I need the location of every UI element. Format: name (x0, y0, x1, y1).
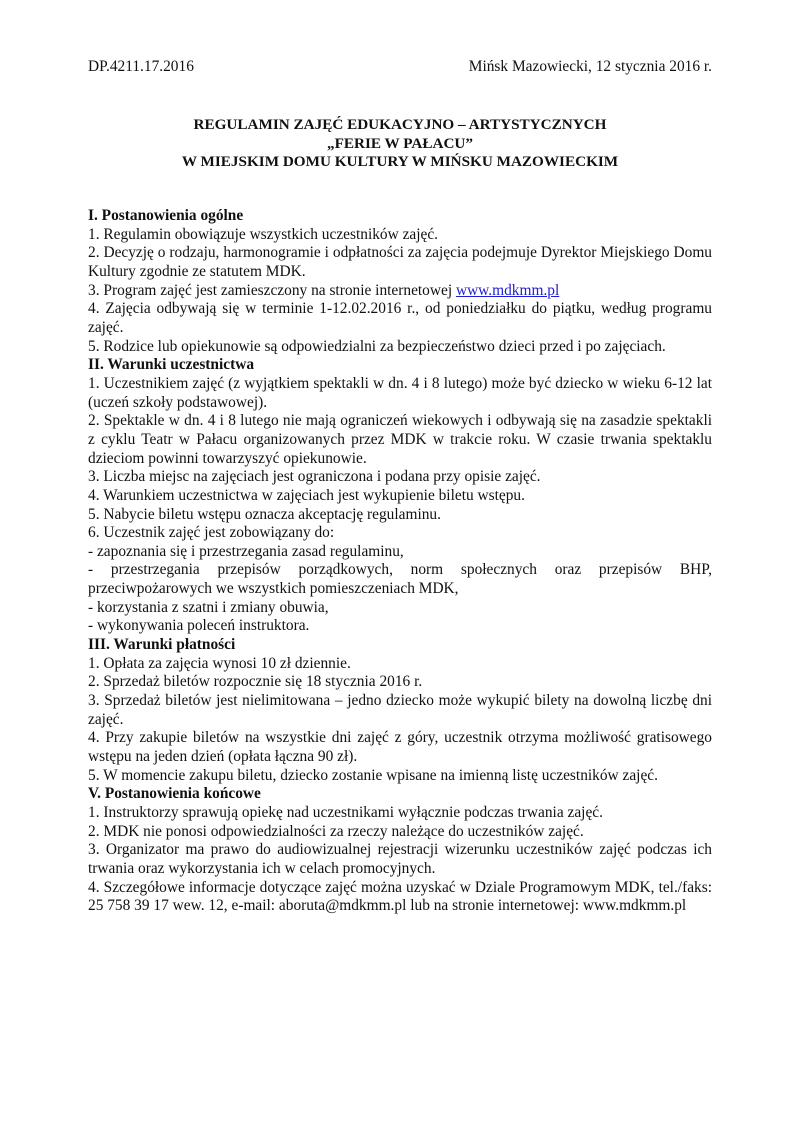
place-and-date: Mińsk Mazowiecki, 12 stycznia 2016 r. (468, 58, 712, 75)
section-heading: I. Postanowienia ogólne (88, 207, 244, 224)
list-item: 3. Sprzedaż biletów jest nielimitowana – jedno dziecko może wykupić bilety na dowolną liczbę dni zajęć. (88, 692, 712, 728)
section-final-provisions (88, 785, 712, 916)
list-item: 5. Nabycie biletu wstępu oznacza akceptację regulaminu. (88, 505, 441, 523)
list-item: - przestrzegania przepisów porządkowych, norm społecznych oraz przepisów BHP, przeciwpożarowych we wszystkich pomieszczeniach MDK, (88, 561, 712, 598)
document-header (88, 58, 712, 76)
section-participation-conditions (88, 356, 712, 636)
list-item: 6. Uczestnik zajęć jest zobowiązany do: (88, 524, 335, 542)
list-item: - korzystania z szatni i zmiany obuwia, (88, 598, 329, 616)
list-item: 4. Szczegółowe informacje dotyczące zajęć można uzyskać w Dziale Programowym MDK, tel./faks: 25 758 39 17 wew. 12, e-mail: aboruta@mdkmm.pl lub na stronie internetowej: www.mdkmm.pl (88, 878, 712, 915)
list-item: 2. MDK nie ponosi odpowiedzialności za rzeczy należące do uczestników zajęć. (88, 822, 584, 840)
list-item (88, 282, 712, 301)
section-heading: II. Warunki uczestnictwa (88, 356, 255, 374)
list-item: 1. Opłata za zajęcia wynosi 10 zł dziennie. (88, 654, 351, 672)
list-item: - wykonywania poleceń instruktora. (88, 617, 310, 635)
list-item: 4. Warunkiem uczestnictwa w zajęciach jest wykupienie biletu wstępu. (88, 486, 525, 504)
list-item: - zapoznania się i przestrzegania zasad regulaminu, (88, 542, 404, 560)
list-item: 5. W momencie zakupu biletu, dziecko zostanie wpisane na imienną listę uczestników zajęć. (88, 766, 658, 784)
title-line-1: REGULAMIN ZAJĘĆ EDUKACYJNO – ARTYSTYCZNYCH (193, 116, 607, 133)
title-line-2: „FERIE W PAŁACU” (327, 134, 473, 152)
section-heading: III. Warunki płatności (88, 636, 236, 654)
list-item: 1. Instruktorzy sprawują opiekę nad uczestnikami wyłącznie podczas trwania zajęć. (88, 804, 603, 821)
list-item: 3. Organizator ma prawo do audiowizualnej rejestracji wizerunku uczestników zajęć podczas ich trwania oraz wykorzystania ich w celach promocyjnych. (88, 841, 712, 877)
document-body (88, 207, 712, 916)
list-item: 1. Regulamin obowiązuje wszystkich uczestników zajęć. (88, 225, 439, 243)
list-item: 4. Przy zakupie biletów na wszystkie dni zajęć z góry, uczestnik otrzyma możliwość gratisowego wstępu na jeden dzień (opłata łączna 90 zł). (88, 729, 712, 766)
website-link[interactable]: www.mdkmm.pl (455, 281, 560, 299)
list-item: 5. Rodzice lub opiekunowie są odpowiedzialni za bezpieczeństwo dzieci przed i po zajęciach. (88, 337, 666, 355)
list-item: 2. Spektakle w dn. 4 i 8 lutego nie mają ograniczeń wiekowych i odbywają się na zasadzie spektakli z cyklu Teatr w Pałacu organizowanych przez MDK w trakcie roku. W czasie trwania spektaklu dzieciom powinni towarzyszyć opiekunowie. (88, 412, 712, 467)
list-item: 3. Liczba miejsc na zajęciach jest ograniczona i podana przy opisie zajęć. (88, 468, 541, 486)
section-heading: V. Postanowienia końcowe (88, 785, 261, 803)
reference-number: DP.4211.17.2016 (88, 58, 194, 75)
list-item: 2. Sprzedaż biletów rozpocznie się 18 stycznia 2016 r. (88, 673, 423, 691)
list-item-text: 3. Program zajęć jest zamieszczony na stronie internetowej (88, 281, 456, 299)
section-payment-conditions (88, 636, 712, 785)
document-title (88, 116, 712, 172)
list-item: 2. Decyzję o rodzaju, harmonogramie i odpłatności za zajęcia podejmuje Dyrektor Miejskiego Domu Kultury zgodnie ze statutem MDK. (88, 244, 712, 280)
list-item: 1. Uczestnikiem zajęć (z wyjątkiem spektakli w dn. 4 i 8 lutego) może być dziecko w wieku 6-12 lat (uczeń szkoły podstawowej). (88, 374, 712, 411)
section-general-provisions (88, 207, 712, 356)
title-line-3: W MIEJSKIM DOMU KULTURY W MIŃSKU MAZOWIECKIM (181, 153, 619, 170)
list-item: 4. Zajęcia odbywają się w terminie 1-12.02.2016 r., od poniedziałku do piątku, według programu zajęć. (88, 300, 712, 336)
